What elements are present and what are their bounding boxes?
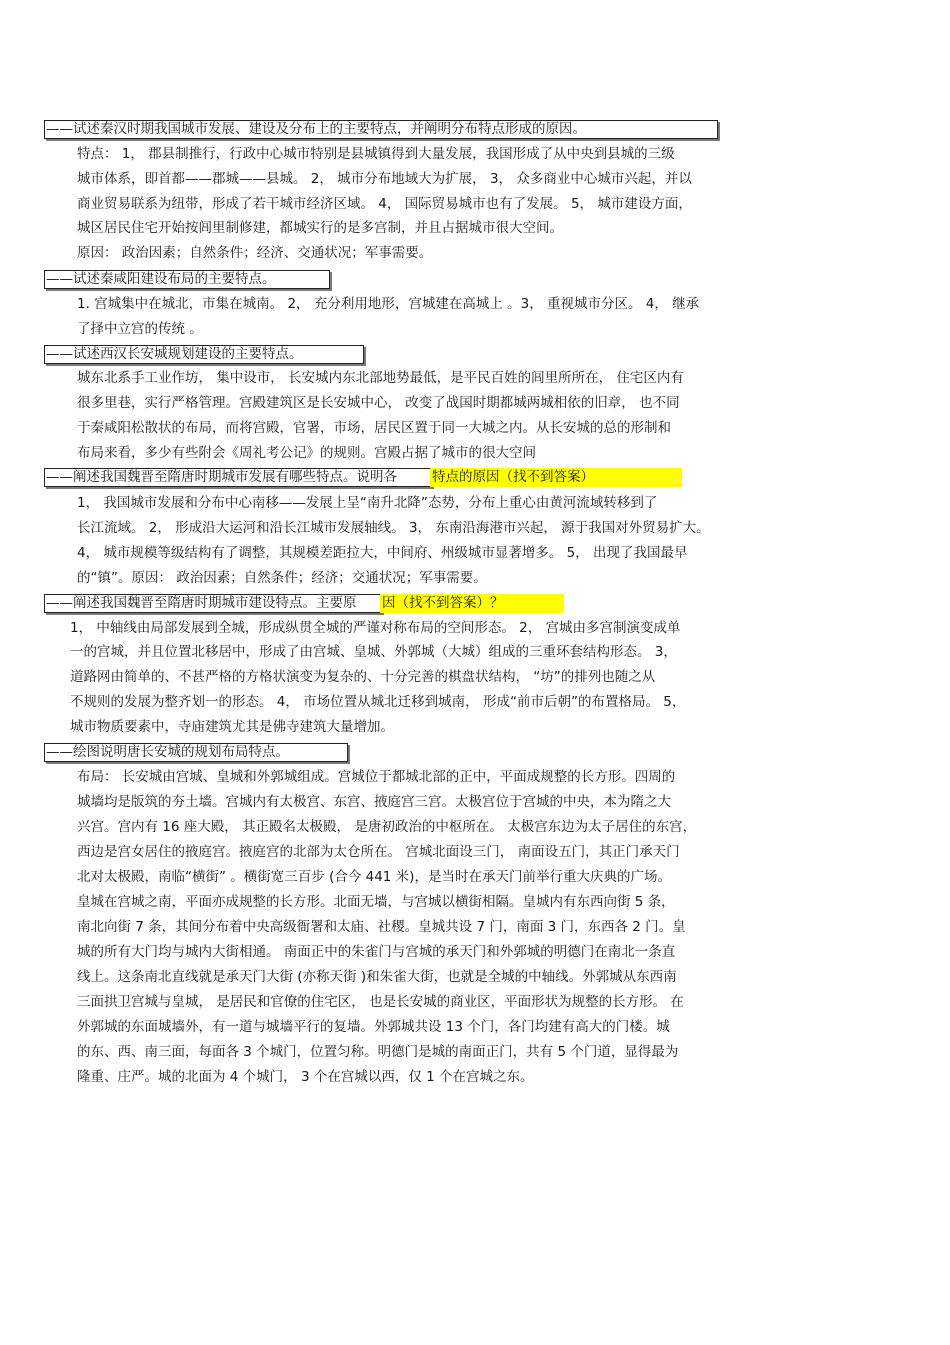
answer-line: 长江流域。 2， 形成沿大运河和沿长江城市发展轴线。 3， 东南沿海港市兴起， 源于我国对外贸易扩大。 [77,520,710,536]
question-2 [44,270,276,289]
question-1 [44,120,586,139]
answer-line: 商业贸易联系为纽带，形成了若干城市经济区域。 4， 国际贸易城市也有了发展。 5， 城市建设方面， [77,196,692,212]
question-title: ——阐述我国魏晋至隋唐时期城市发展有哪些特点。说明各 [46,469,397,485]
answer-line: 布局来看，多少有些附会《周礼考公记》的规则。宫殿占据了城市的很大空间 [77,445,536,461]
answer-line: 的“镇”。原因： 政治因素；自然条件；经济；交通状况；军事需要。 [77,570,487,586]
answer-line: 隆重、庄严。城的北面为 4 个城门， 3 个在宫城以西，仅 1 个在宫城之东。 [77,1069,534,1085]
answer-line: 了择中立宫的传统 。 [77,321,203,337]
question-6 [44,743,289,762]
answer-line: 北对太极殿，南临“横街” 。横街宽三百步 (合今 441 米)，是当时在承天门前举行重大庆典的广场。 [77,869,671,885]
answer-line: 特点： 1， 郡县制推行，行政中心城市特别是县城镇得到大量发展，我国形成了从中央到县城的三级 [77,146,675,162]
answer-line: 线上。这条南北直线就是承天门大街 (亦称天街 )和朱雀大街，也就是全城的中轴线。外郭城从东西南 [77,969,677,985]
question-highlight: 特点的原因（找不到答案） [430,468,682,487]
answer-line: 道路网由简单的、不甚严格的方格状演变为复杂的、十分完善的棋盘状结构， “坊”的排列也随之从 [70,669,656,685]
answer-line: 兴宫。宫内有 16 座大殿， 其正殿名太极殿， 是唐初政治的中枢所在。 太极宫东边为太子居住的东宫， [77,819,697,835]
answer-line: 城市体系，即首都——郡城——县城。 2， 城市分布地域大为扩展， 3， 众多商业中心城市兴起，并以 [77,171,692,187]
answer-line: 城区居民住宅开始按闾里制修建，都城实行的是多宫制，并且占据城市很大空间。 [77,220,563,236]
answer-line: 不规则的发展为整齐划一的形态。 4， 市场位置从城北迁移到城南， 形成“前市后朝”的布置格局。 5， [70,694,686,710]
answer-line: 城市物质要素中，寺庙建筑尤其是佛寺建筑大量增加。 [70,719,394,735]
answer-line: 的东、西、南三面，每面各 3 个城门，位置匀称。明德门是城的南面正门，共有 5 个门道，显得最为 [77,1044,679,1060]
answer-line: 一的宫城，并且位置北移居中，形成了由宫城、皇城、外郭城（大城）组成的三重环套结构形态。 3， [70,644,677,660]
answer-line: 原因： 政治因素；自然条件；经济、交通状况；军事需要。 [77,245,433,261]
answer-line: 南北向街 7 条，其间分布着中央高级衙署和太庙、社稷。皇城共设 7 门，南面 3 门，东西各 2 门。皇 [77,919,686,935]
answer-line: 1. 宫城集中在城北，市集在城南。 2， 充分利用地形，宫城建在高城上 。3， 重视城市分区。 4， 继承 [77,296,700,312]
answer-line: 很多里巷，实行严格管理。宫殿建筑区是长安城中心， 改变了战国时期都城两城相依的旧章， 也不同 [77,395,680,411]
answer-line: 1， 中轴线由局部发展到全城，形成纵贯全城的严谨对称布局的空间形态。 2， 宫城由多宫制演变成单 [70,620,681,636]
answer-line: 西边是宫女居住的掖庭宫。掖庭宫的北部为太仓所在。 宫城北面设三门， 南面设五门，其正门承天门 [77,844,680,860]
answer-line: 外郭城的东面城墙外，有一道与城墙平行的复墙。外郭城共设 13 个门，各门均建有高大的门楼。城 [77,1019,670,1035]
answer-line: 布局： 长安城由宫城、皇城和外郭城组成。宫城位于都城北部的正中，平面成规整的长方形。四周的 [77,769,676,785]
question-title: ——试述秦咸阳建设布局的主要特点。 [46,271,276,287]
answer-line: 1， 我国城市发展和分布中心南移——发展上呈“南升北降”态势，分布上重心由黄河流域转移到了 [77,495,658,511]
answer-line: 城的所有大门均与城内大街相通。 南面正中的朱雀门与宫城的承天门和外郭城的明德门在南北一条直 [77,944,676,960]
question-title: ——试述秦汉时期我国城市发展、建设及分布上的主要特点，并阐明分布特点形成的原因。 [46,121,586,137]
answer-line: 皇城在宫城之南，平面亦成规整的长方形。北面无墙，与宫城以横街相隔。皇城内有东西向街 5 条， [77,894,675,910]
question-3 [44,345,303,364]
answer-line: 三面拱卫宫城与皇城， 是居民和官僚的住宅区， 也是长安城的商业区，平面形状为规整的长方形。 在 [77,994,684,1010]
question-4 [44,468,594,487]
question-title: ——试述西汉长安城规划建设的主要特点。 [46,346,303,362]
question-title: ——阐述我国魏晋至隋唐时期城市建设特点。主要原 [46,595,357,611]
answer-line: 城墙均是版筑的夯土墙。宫城内有太极宫、东宫、掖庭宫三宫。太极宫位于宫城的中央，本为隋之大 [77,794,671,810]
question-5 [44,594,504,613]
answer-line: 于秦咸阳松散状的布局，而将宫殿，官署，市场，居民区置于同一大城之内。从长安城的总的形制和 [77,420,671,436]
answer-line: 4， 城市规模等级结构有了调整，其规模差距拉大，中间府、州级城市显著增多。 5， 出现了我国最早 [77,545,688,561]
answer-line: 城东北系手工业作坊， 集中设市， 长安城内东北部地势最低，是平民百姓的闾里所所在， 住宅区内有 [77,370,684,386]
question-highlight: 因（找不到答案）？ [380,594,564,613]
question-title: ——绘图说明唐长安城的规划布局特点。 [46,744,289,760]
